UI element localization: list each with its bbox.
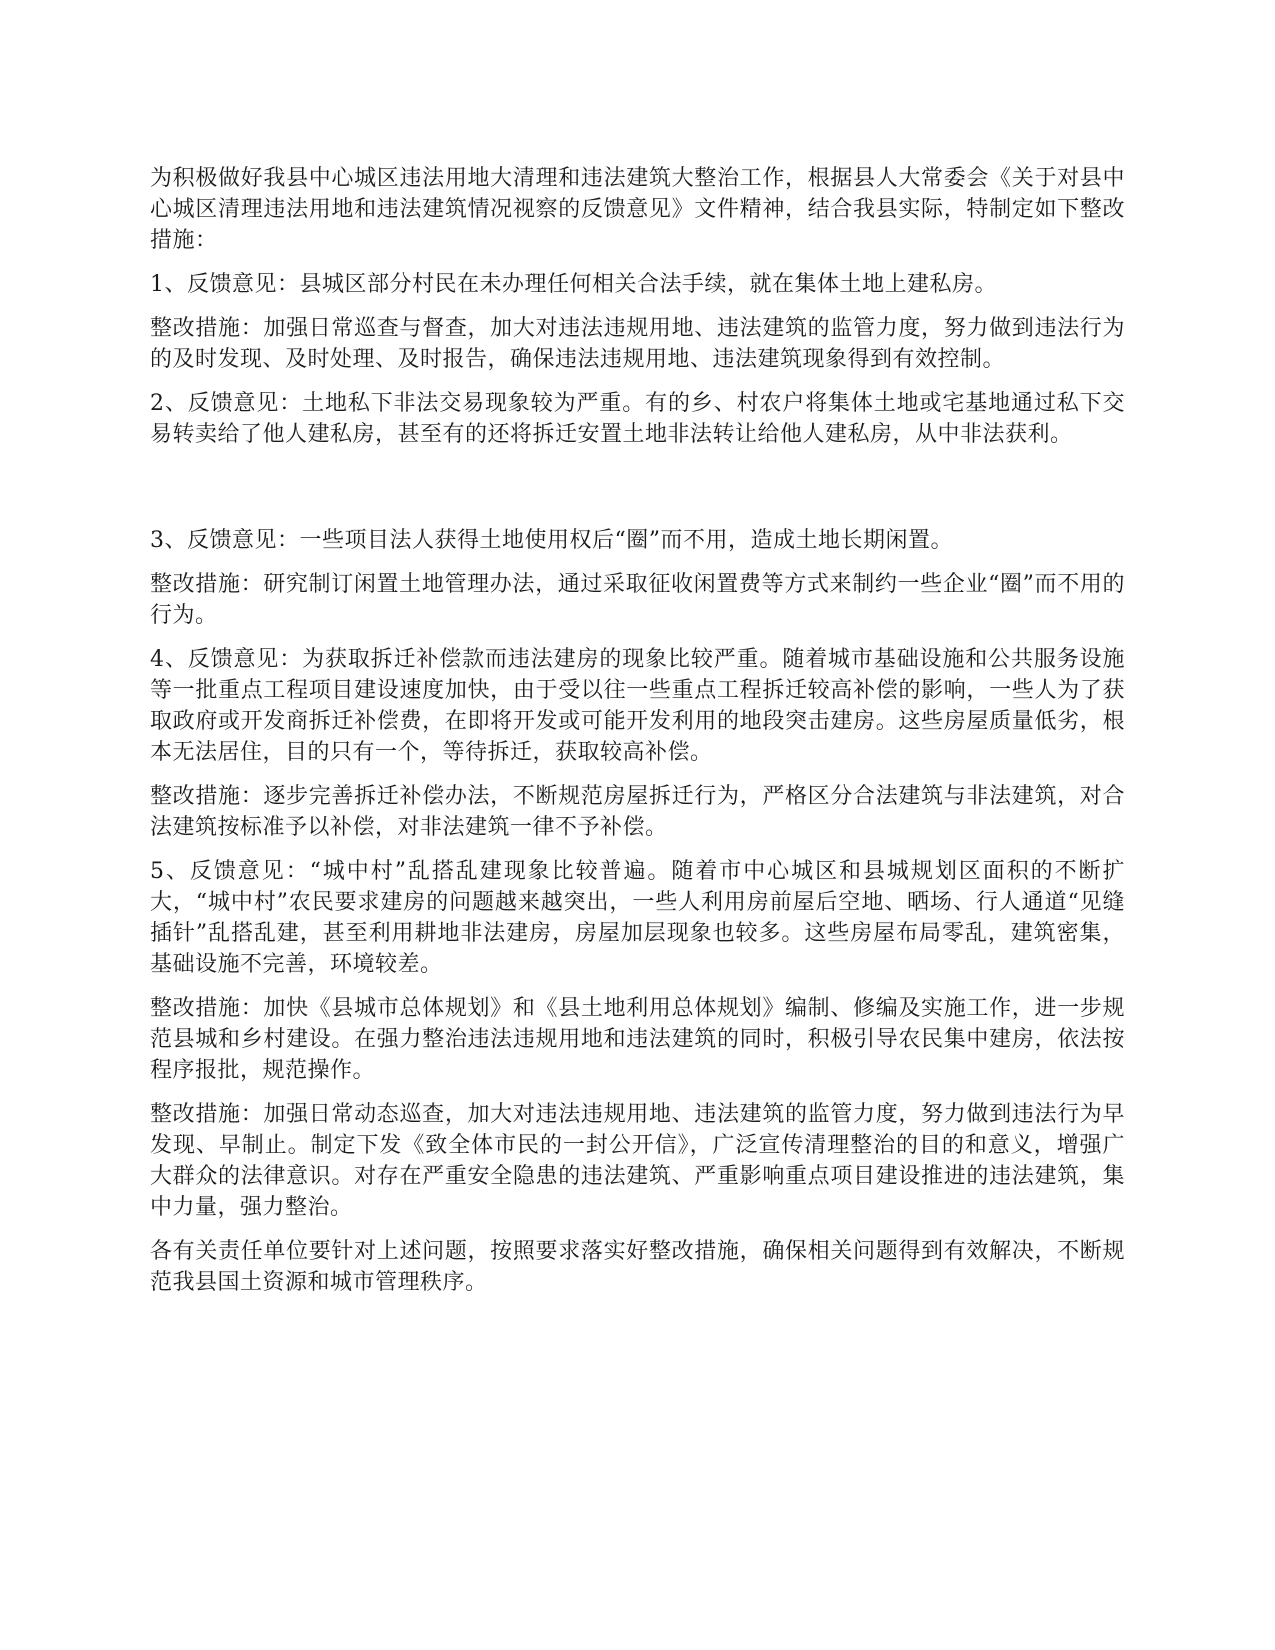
feedback-1-paragraph: 1、反馈意见：县城区部分村民在未办理任何相关合法手续，就在集体土地上建私房。: [150, 272, 997, 297]
measure-3-paragraph: 整改措施：研究制订闲置土地管理办法，通过采取征收闲置费等方式来制约一些企业“圈”而不用的行为。: [150, 572, 1125, 628]
feedback-3-paragraph: 3、反馈意见：一些项目法人获得土地使用权后“圈”而不用，造成土地长期闲置。: [150, 528, 953, 553]
measure-1-paragraph: 整改措施：加强日常巡查与督查，加大对违法违规用地、违法建筑的监管力度，努力做到违法行为的及时发现、及时处理、及时报告，确保违法违规用地、违法建筑现象得到有效控制。: [150, 316, 1125, 372]
intro-paragraph: 为积极做好我县中心城区违法用地大清理和违法建筑大整治工作，根据县人大常委会《关于对县中心城区清理违法用地和违法建筑情况视察的反馈意见》文件精神，结合我县实际，特制定如下整改措施：: [150, 166, 1125, 253]
feedback-4-paragraph: 4、反馈意见：为获取拆迁补偿款而违法建房的现象比较严重。随着城市基础设施和公共服务设施等一批重点工程项目建设速度加快，由于受以往一些重点工程拆迁较高补偿的影响，一些人为了获取政府或开发商拆迁补偿费，在即将开发或可能开发利用的地段突击建房。这些房屋质量低劣，根本无法居住，目的只有一个，等待拆迁，获取较高补偿。: [150, 647, 1125, 765]
measure-4-paragraph: 整改措施：逐步完善拆迁补偿办法，不断规范房屋拆迁行为，严格区分合法建筑与非法建筑，对合法建筑按标准予以补偿，对非法建筑一律不予补偿。: [150, 784, 1125, 840]
closing-paragraph: 各有关责任单位要针对上述问题，按照要求落实好整改措施，确保相关问题得到有效解决，不断规范我县国土资源和城市管理秩序。: [150, 1239, 1125, 1295]
measure-5b-paragraph: 整改措施：加强日常动态巡查，加大对违法违规用地、违法建筑的监管力度，努力做到违法行为早发现、早制止。制定下发《致全体市民的一封公开信》，广泛宣传清理整治的目的和意义，增强广大群众的法律意识。对存在严重安全隐患的违法建筑、严重影响重点项目建设推进的违法建筑，集中力量，强力整治。: [150, 1102, 1125, 1220]
document-body: [150, 163, 1125, 1311]
measure-5a-paragraph: 整改措施：加快《县城市总体规划》和《县土地利用总体规划》编制、修编及实施工作，进一步规范县城和乡村建设。在强力整治违法违规用地和违法建筑的同时，积极引导农民集中建房，依法按程序报批，规范操作。: [150, 996, 1125, 1083]
feedback-2-paragraph: 2、反馈意见：土地私下非法交易现象较为严重。有的乡、村农户将集体土地或宅基地通过私下交易转卖给了他人建私房，甚至有的还将拆迁安置土地非法转让给他人建私房，从中非法获利。: [150, 391, 1125, 447]
feedback-5-paragraph: 5、反馈意见：“城中村”乱搭乱建现象比较普遍。随着市中心城区和县城规划区面积的不断扩大，“城中村”农民要求建房的问题越来越突出，一些人利用房前屋后空地、晒场、行人通道“见缝插针”乱搭乱建，甚至利用耕地非法建房，房屋加层现象也较多。这些房屋布局零乱，建筑密集，基础设施不完善，环境较差。: [150, 859, 1125, 977]
